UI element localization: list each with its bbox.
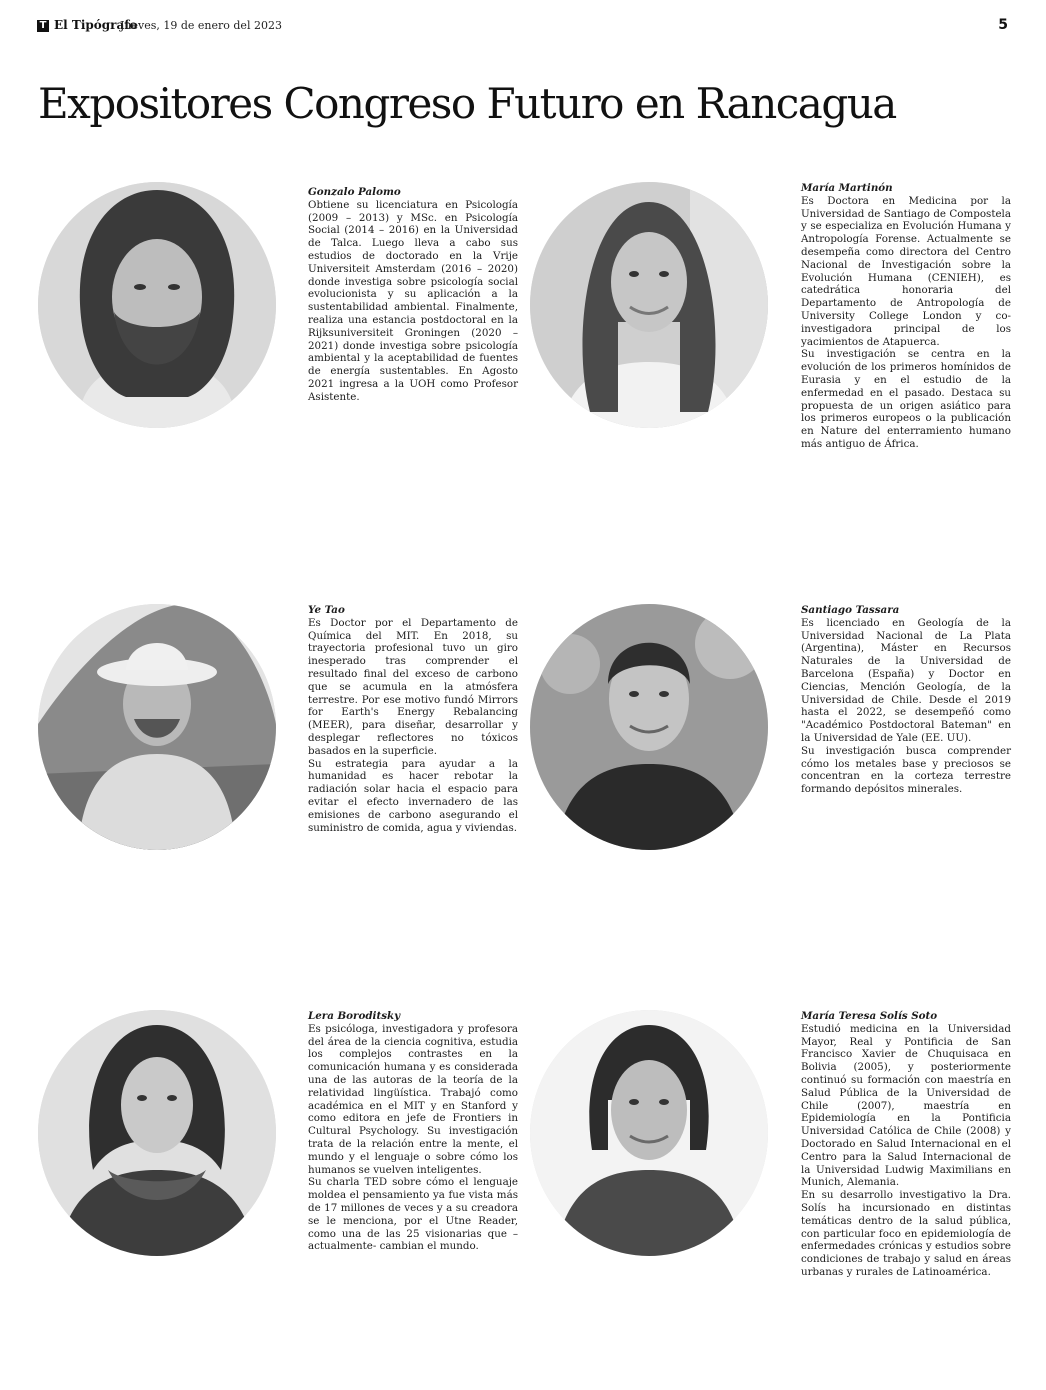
speaker-photo-lera-boroditsky [38,1010,276,1256]
speaker-photo-santiago-tassara [530,604,768,850]
speaker-bio-ye-tao [308,604,518,834]
article-headline: Expositores Congreso Futuro en Rancagua [38,79,896,128]
page-header [0,0,1046,40]
speaker-bio-santiago-tassara [801,604,1011,796]
bio-paragraph: Obtiene su licenciatura en Psicología (2009 – 2013) y MSc. en Psicología Social (2014 – 2016) en la Universidad de Talca. Luego lleva a cabo sus estudios de doctorado en la Vrije Universiteit Amsterdam (2016 – 2020) donde investiga sobre psicología social evolucionista y su aplicación a la sustentabilidad ambiental. Finalmente, realiza una estancia postdoctoral en la Rijksuniversiteit Groningen (2020 – 2021) donde investiga sobre psicología ambiental y la aceptabilidad de fuentes de energía sustentables. En Agosto 2021 ingresa a la UOH como Profesor Asistente. [308,198,518,403]
speaker-photo-maria-martinon [530,182,768,428]
speaker-name: María Teresa Solís Soto [801,1010,938,1022]
bio-paragraph: Su investigación busca comprender cómo los metales base y preciosos se concentran en la corteza terrestre formando depósitos minerales. [801,744,1011,796]
newspaper-logo: T [37,20,49,32]
bio-paragraph: Es Doctora en Medicina por la Universidad de Santiago de Compostela y se especializa en Evolución Humana y Antropología Forense. Actualmente se desempeña como directora del Centro Nacional de Investigación sobre la Evolución Humana (CENIEH), es catedrática honoraria del Departamento de Antropología de University College London y co-investigadora principal de los yacimientos de Atapuerca. [801,194,1011,348]
issue-date: Jueves, 19 de enero del 2023 [120,19,282,32]
speaker-bio-maria-martinon [801,182,1011,451]
speaker-name: Gonzalo Palomo [308,186,401,198]
speaker-photo-maria-teresa-solis-soto [530,1010,768,1256]
speaker-name: Lera Boroditsky [308,1010,401,1022]
bio-paragraph: Su charla TED sobre cómo el lenguaje moldea el pensamiento ya fue vista más de 17 millones de veces y a su creadora se le menciona, por el Utne Reader, como una de las 25 visionarias que –actualmente- cambian el mundo. [308,1176,518,1253]
bio-paragraph: Su investigación se centra en la evolución de los primeros homínidos de Eurasia y en el estudio de la enfermedad en el pasado. Destaca su propuesta de un origen asiático para los primeros europeos o la publicación en Nature del enterramiento humano más antiguo de África. [801,348,1011,450]
bio-paragraph: Es psicóloga, investigadora y profesora del área de la ciencia cognitiva, estudia los complejos contrastes en la comunicación humana y es considerada una de las autoras de la teoría de la relatividad lingüística. Trabajó como académica en el MIT y en Stanford y como editora en jefe de Frontiers in Cultural Psychology. Su investigación trata de la relación entre la mente, el mundo y el lenguaje o sobre cómo los humanos se vuelven inteligentes. [308,1022,518,1176]
bio-paragraph: Su estrategia para ayudar a la humanidad es hacer rebotar la radiación solar hacia el espacio para evitar el efecto invernadero de las emisiones de carbono asegurando el suministro de comida, agua y viviendas. [308,757,518,834]
bio-paragraph: Es Doctor por el Departamento de Química del MIT. En 2018, su trayectoria profesional tuvo un giro inesperado tras comprender el resultado final del exceso de carbono que se acumula en la atmósfera terrestre. Por ese motivo fundó Mirrors for Earth's Energy Rebalancing (MEER), para diseñar, desarrollar y desplegar reflectores no tóxicos basados en la superficie. [308,616,518,757]
speaker-name: Ye Tao [308,604,345,616]
speaker-bio-maria-teresa-solis-soto [801,1010,1011,1279]
speaker-bio-gonzalo-palomo [308,186,518,404]
speaker-bio-lera-boroditsky [308,1010,518,1253]
speaker-photo-gonzalo-palomo [38,182,276,428]
bio-paragraph: Estudió medicina en la Universidad Mayor, Real y Pontificia de San Francisco Xavier de Chuquisaca en Bolivia (2005), y posteriormente continuó su formación con maestría en Salud Pública de la Universidad de Chile (2007), maestría en Epidemiología en la Pontificia Universidad Católica de Chile (2008) y Doctorado en Salud Internacional en el Centro para la Salud Internacional de la Universidad Ludwig Maximilians en Munich, Alemania. [801,1022,1011,1189]
newspaper-name: El Tipógrafo [54,18,138,32]
page-number: 5 [998,17,1008,33]
speaker-name: María Martinón [801,182,893,194]
speaker-photo-ye-tao [38,604,276,850]
speaker-name: Santiago Tassara [801,604,900,616]
bio-paragraph: En su desarrollo investigativo la Dra. Solís ha incursionado en distintas temáticas dentro de la salud pública, con particular foco en epidemiología de enfermedades crónicas y estudios sobre condiciones de trabajo y salud en áreas urbanas y rurales de Latinoamérica. [801,1189,1011,1278]
bio-paragraph: Es licenciado en Geología de la Universidad Nacional de La Plata (Argentina), Máster en Recursos Naturales de la Universidad de Barcelona (España) y Doctor en Ciencias, Mención Geología, de la Universidad de Chile. Desde el 2019 hasta el 2022, se desempeñó como "Académico Postdoctoral Bateman" en la Universidad de Yale (EE. UU). [801,616,1011,744]
